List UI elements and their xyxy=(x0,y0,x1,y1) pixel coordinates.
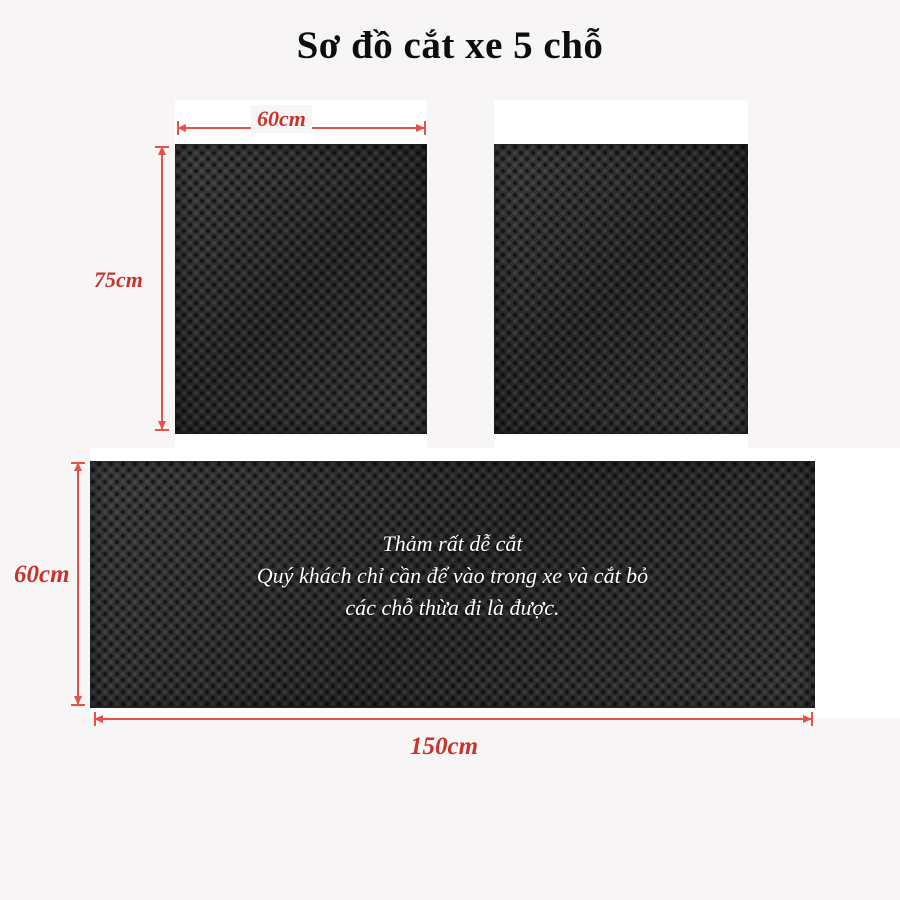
dimension-tick-top-rear-height xyxy=(71,462,85,464)
dimension-tick-top-front-height xyxy=(155,146,169,148)
dimension-line-front-height xyxy=(161,147,163,430)
front-left-mat xyxy=(175,144,427,434)
rear-mat-caption xyxy=(90,528,815,624)
dimension-label-rear-width: 150cm xyxy=(404,730,484,764)
dimension-tick-left-rear-width xyxy=(94,712,96,726)
dimension-label-front-width: 60cm xyxy=(251,105,312,133)
front-right-mat xyxy=(494,144,748,434)
caption-line-1: Thảm rất dễ cắt xyxy=(382,531,523,556)
dimension-tick-right-front-width xyxy=(424,121,426,135)
caption-line-2: Quý khách chỉ cần để vào trong xe và cắt bỏ xyxy=(256,563,649,588)
background-panel-gap xyxy=(427,100,494,448)
dimension-label-front-height: 75cm xyxy=(88,265,149,295)
dimension-line-rear-height xyxy=(77,463,79,705)
dimension-tick-bottom-rear-height xyxy=(71,704,85,706)
dimension-tick-left-front-width xyxy=(177,121,179,135)
dimension-tick-right-rear-width xyxy=(811,712,813,726)
dimension-label-rear-height: 60cm xyxy=(8,558,76,592)
dimension-tick-bottom-front-height xyxy=(155,429,169,431)
dimension-line-rear-width xyxy=(95,718,812,720)
caption-line-3: các chỗ thừa đi là được. xyxy=(345,595,560,620)
page-title: Sơ đồ cắt xe 5 chỗ xyxy=(296,24,604,67)
background-panel-right xyxy=(748,100,900,448)
